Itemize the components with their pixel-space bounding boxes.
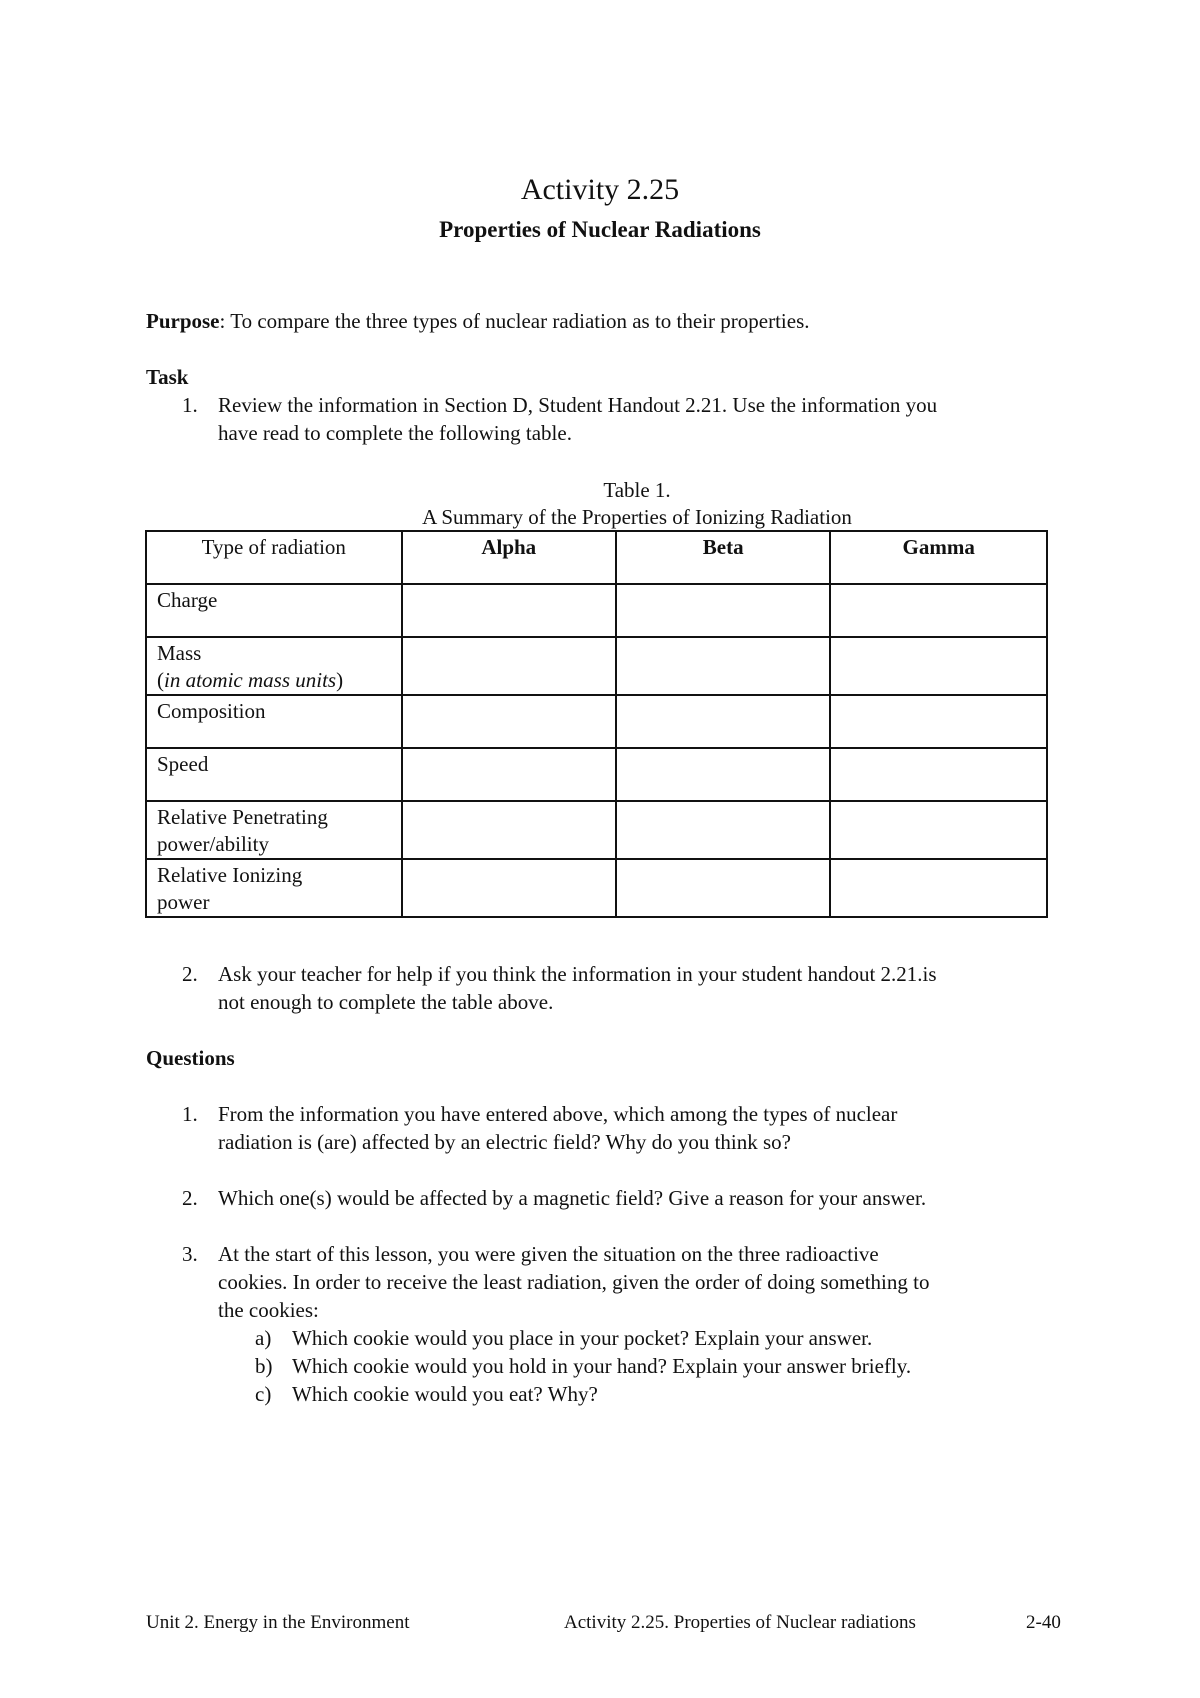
page-subtitle: Properties of Nuclear Radiations bbox=[439, 217, 761, 242]
answer-cell bbox=[830, 584, 1047, 637]
row-label-text: Composition bbox=[157, 699, 266, 723]
subquestion-letter: a) bbox=[255, 1326, 272, 1350]
purpose-label: Purpose bbox=[146, 309, 220, 333]
row-label bbox=[146, 637, 402, 695]
answer-cell bbox=[616, 695, 830, 748]
subquestion-text: Which cookie would you eat? Why? bbox=[292, 1382, 598, 1406]
table-caption-title: A Summary of the Properties of Ionizing Radiation bbox=[422, 505, 852, 529]
row-label bbox=[146, 584, 402, 637]
row-label bbox=[146, 748, 402, 801]
question-text: From the information you have entered above, which among the types of nuclear bbox=[218, 1102, 898, 1126]
table-header-cell: Beta bbox=[616, 531, 830, 584]
row-label-text: Relative Ionizing bbox=[157, 863, 303, 887]
table-row bbox=[146, 748, 1047, 801]
subquestion-text: Which cookie would you place in your pocket? Explain your answer. bbox=[292, 1326, 873, 1350]
answer-cell bbox=[830, 637, 1047, 695]
row-label-text: power bbox=[157, 890, 210, 914]
row-label bbox=[146, 801, 402, 859]
footer-page-number: 2-40 bbox=[1026, 1612, 1061, 1633]
task-item-number: 1. bbox=[182, 393, 198, 417]
answer-cell bbox=[830, 695, 1047, 748]
table-caption-number: Table 1. bbox=[603, 478, 671, 502]
row-label-text: Mass bbox=[157, 641, 202, 665]
answer-cell bbox=[616, 637, 830, 695]
answer-cell bbox=[616, 859, 830, 917]
question-text: At the start of this lesson, you were given the situation on the three radioactive bbox=[218, 1242, 879, 1266]
row-label bbox=[146, 859, 402, 917]
question-text: cookies. In order to receive the least radiation, given the order of doing something to bbox=[218, 1270, 930, 1294]
row-label-close-paren: ) bbox=[336, 668, 344, 692]
answer-cell bbox=[402, 584, 616, 637]
task-item-number: 2. bbox=[182, 962, 198, 986]
table-row bbox=[146, 637, 1047, 695]
row-label-text: Speed bbox=[157, 752, 209, 776]
answer-cell bbox=[402, 695, 616, 748]
purpose-text: : To compare the three types of nuclear radiation as to their properties. bbox=[219, 309, 810, 333]
table-row bbox=[146, 695, 1047, 748]
footer-unit: Unit 2. Energy in the Environment bbox=[146, 1612, 410, 1633]
task-item-text: not enough to complete the table above. bbox=[218, 990, 554, 1014]
question-text: Which one(s) would be affected by a magnetic field? Give a reason for your answer. bbox=[218, 1186, 927, 1210]
page-title: Activity 2.25 bbox=[520, 173, 680, 206]
table-header-row bbox=[146, 531, 1047, 584]
question-text: radiation is (are) affected by an electric field? Why do you think so? bbox=[218, 1130, 791, 1154]
subquestion-letter: c) bbox=[255, 1382, 272, 1406]
answer-cell bbox=[402, 748, 616, 801]
table-header-cell: Gamma bbox=[830, 531, 1047, 584]
table-header-cell: Alpha bbox=[402, 531, 616, 584]
answer-cell bbox=[402, 637, 616, 695]
purpose-line bbox=[146, 307, 810, 335]
answer-cell bbox=[402, 859, 616, 917]
row-label-text: power/ability bbox=[157, 832, 269, 856]
question-number: 1. bbox=[182, 1102, 198, 1126]
task-item-text: Review the information in Section D, Student Handout 2.21. Use the information you bbox=[218, 393, 938, 417]
row-label-open-paren: ( bbox=[157, 668, 164, 692]
subquestion-text: Which cookie would you hold in your hand? Explain your answer briefly. bbox=[292, 1354, 912, 1378]
answer-cell bbox=[830, 801, 1047, 859]
question-number: 2. bbox=[182, 1186, 198, 1210]
answer-cell bbox=[830, 859, 1047, 917]
answer-cell bbox=[616, 584, 830, 637]
footer-activity: Activity 2.25. Properties of Nuclear radiations bbox=[564, 1612, 916, 1633]
table-row bbox=[146, 801, 1047, 859]
question-number: 3. bbox=[182, 1242, 198, 1266]
question-text: the cookies: bbox=[218, 1298, 319, 1322]
table-row bbox=[146, 859, 1047, 917]
answer-cell bbox=[402, 801, 616, 859]
table-row bbox=[146, 584, 1047, 637]
answer-cell bbox=[830, 748, 1047, 801]
questions-heading: Questions bbox=[146, 1046, 235, 1070]
row-label-units: in atomic mass units bbox=[164, 668, 337, 692]
table-header-cell: Type of radiation bbox=[146, 531, 402, 584]
answer-cell bbox=[616, 801, 830, 859]
row-label-text: Relative Penetrating bbox=[157, 805, 328, 829]
row-label-text: Charge bbox=[157, 588, 218, 612]
task-heading: Task bbox=[146, 365, 189, 389]
task-item-text: have read to complete the following table. bbox=[218, 421, 572, 445]
subquestion-letter: b) bbox=[255, 1354, 273, 1378]
task-item-text: Ask your teacher for help if you think the information in your student handout 2.21.is bbox=[218, 962, 937, 986]
answer-cell bbox=[616, 748, 830, 801]
radiation-properties-table bbox=[145, 530, 1048, 918]
row-label bbox=[146, 695, 402, 748]
